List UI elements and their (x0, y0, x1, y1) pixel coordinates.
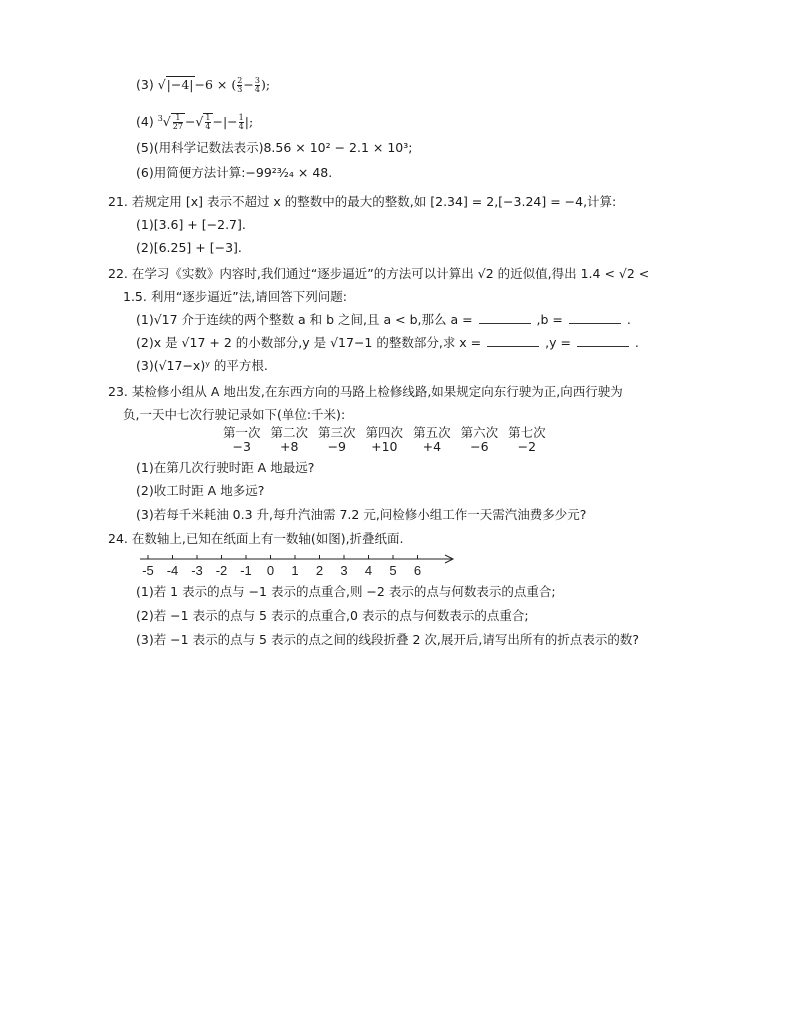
table-header-cell: 第三次 (318, 425, 356, 440)
item-label: (4) (136, 114, 154, 130)
table-cell: −9 (327, 439, 346, 454)
item-text: ,b = (536, 312, 563, 327)
p22-item3: (3)(√17−x)ʸ 的平方根. (136, 358, 268, 373)
p22-item2 (136, 335, 639, 351)
p20-item6: (6)用简便方法计算:−99²³⁄₂₄ × 48. (136, 165, 333, 180)
table-header-cell: 第六次 (460, 425, 499, 440)
table-cell: −2 (517, 439, 537, 454)
item-text: ,y = (545, 335, 571, 350)
p20-item4 (136, 111, 253, 131)
drive-records-table (218, 426, 551, 454)
table-header-cell: 第七次 (508, 425, 546, 440)
table-cell: −3 (232, 439, 251, 454)
answer-blank[interactable] (487, 335, 539, 347)
p23-item2: (2)收工时距 A 地多远? (136, 483, 265, 498)
p20-item5: (5)(用科学记数法表示)8.56 × 10² − 2.1 × 10³; (136, 140, 413, 155)
answer-blank[interactable] (479, 312, 531, 324)
table-header-cell: 第四次 (365, 425, 404, 440)
p24-item2: (2)若 −1 表示的点与 5 表示的点重合,0 表示的点与何数表示的点重合; (136, 608, 529, 623)
number-line-tick-label: -3 (191, 563, 203, 578)
number-line (136, 551, 466, 581)
table-cell: +8 (280, 439, 299, 454)
p20-item3 (136, 77, 270, 94)
table-header-cell: 第五次 (413, 425, 451, 440)
math-expression: √|−4|−6 × ( $\frac{2}{3}$ − $\frac{3}{4}$ ); (157, 76, 271, 94)
table-header-cell: 第一次 (223, 425, 261, 440)
number-line-tick-label: -4 (166, 563, 179, 578)
number-line-tick-label: -1 (240, 563, 252, 578)
p21-item2: (2)[6.25] + [−3]. (136, 240, 242, 255)
number-line-tick-label: 5 (389, 563, 397, 578)
number-line-tick-label: -5 (142, 563, 154, 578)
table-row (218, 440, 551, 454)
table-cell: +4 (422, 439, 442, 454)
item-text: (2)x 是 √17 + 2 的小数部分,y 是 √17−1 的整数部分,求 x = (136, 335, 482, 350)
item-label: (3) (136, 77, 154, 92)
p21-item1: (1)[3.6] + [−2.7]. (136, 217, 246, 232)
number-line-tick-label: 1 (291, 563, 299, 578)
p22-item1 (136, 312, 631, 328)
answer-blank[interactable] (577, 335, 629, 347)
item-text: (1)√17 介于连续的两个整数 a 和 b 之间,且 a < b,那么 a = (136, 312, 473, 327)
p22-stem-line2: 1.5. 利用“逐步逼近”法,请回答下列问题: (123, 289, 347, 304)
number-line-tick-label: 2 (315, 563, 324, 578)
answer-blank[interactable] (569, 312, 621, 324)
p24-stem: 24. 在数轴上,已知在纸面上有一数轴(如图),折叠纸面. (108, 531, 404, 546)
table-cell: +10 (371, 439, 398, 454)
table-header-cell: 第二次 (270, 425, 309, 440)
item-text: . (626, 312, 631, 327)
number-line-tick-label: 3 (340, 563, 348, 578)
p24-item1: (1)若 1 表示的点与 −1 表示的点重合,则 −2 表示的点与何数表示的点重合; (136, 584, 556, 599)
number-line-ticks (142, 555, 421, 578)
p22-stem-line1: 22. 在学习《实数》内容时,我们通过“逐步逼近”的方法可以计算出 √2 的近似值,得出 1.4 < √2 < (108, 266, 650, 281)
table-cell: −6 (470, 439, 489, 454)
p23-item3: (3)若每千米耗油 0.3 升,每升汽油需 7.2 元,问检修小组工作一天需汽油费多少元? (136, 507, 587, 522)
p23-stem-line1: 23. 某检修小组从 A 地出发,在东西方向的马路上检修线路,如果规定向东行驶为正,向西行驶为 (108, 384, 623, 399)
p24-item3: (3)若 −1 表示的点与 5 表示的点之间的线段折叠 2 次,展开后,请写出所有的折点表示的数? (136, 632, 639, 647)
item-text: . (634, 335, 639, 350)
math-expression: $^3$√ $\frac{1}{27}$ −√ $\frac{1}{4}$ −|− $\frac{1}{4}$ |; (157, 113, 254, 132)
p23-stem-line2: 负,一天中七次行驶记录如下(单位:千米): (123, 407, 346, 422)
number-line-tick-label: 6 (413, 563, 422, 578)
number-line-tick-label: 0 (266, 563, 275, 578)
number-line-tick-label: 4 (364, 563, 373, 578)
p23-item1: (1)在第几次行驶时距 A 地最远? (136, 460, 315, 475)
p21-stem: 21. 若规定用 [x] 表示不超过 x 的整数中的最大的整数,如 [2.34] = 2,[−3.24] = −4,计算: (108, 194, 617, 209)
number-line-tick-label: -2 (215, 563, 228, 578)
table-header-row (218, 426, 551, 440)
